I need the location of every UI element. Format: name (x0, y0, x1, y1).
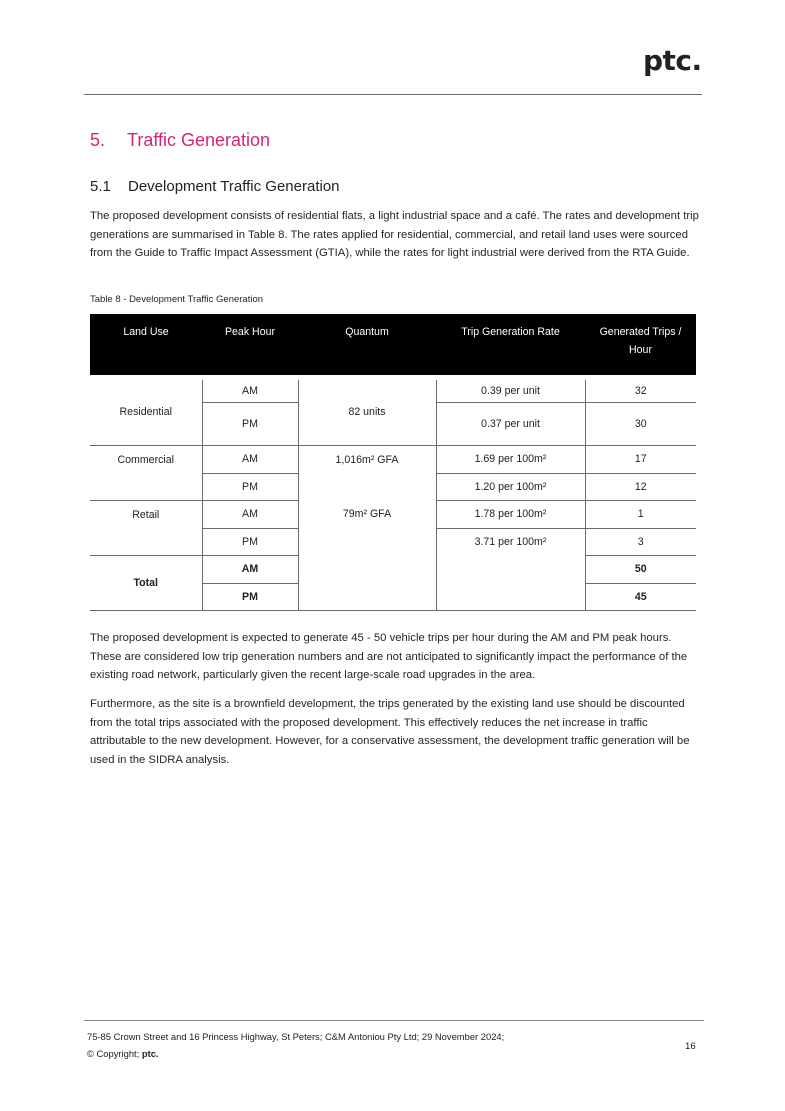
peak-hour-cell: AM (202, 380, 298, 402)
table-row (90, 555, 696, 583)
trips-cell: 30 (585, 402, 696, 445)
subsection-heading (90, 178, 340, 195)
table-row (90, 445, 696, 473)
footer-divider (84, 1020, 704, 1021)
quantum-cell: 82 units (298, 380, 436, 445)
quantum-cell: 1,016m² GFA (298, 445, 436, 500)
company-logo: ptc. (643, 44, 702, 77)
section-heading (90, 130, 270, 151)
intro-paragraph: The proposed development consists of residential flats, a light industrial space and a café. The rates and development trip generations are summarised in Table 8. The rates applied for residential, commercial, and retail land uses were sourced from the Guide to Traffic Impact Assessment (GTIA), while the rates for light industrial were derived from the RTA Guide. (90, 210, 699, 260)
land-use-cell: Residential (90, 380, 202, 445)
trips-cell: 45 (585, 583, 696, 610)
rate-cell (436, 555, 585, 610)
subsection-title: Development Traffic Generation (128, 178, 340, 195)
rate-cell: 1.20 per 100m² (436, 473, 585, 500)
land-use-cell: Total (90, 555, 202, 610)
rate-cell: 1.78 per 100m² (436, 500, 585, 528)
header-trip-rate: Trip Generation Rate (436, 314, 585, 375)
quantum-cell (298, 555, 436, 610)
quantum-cell: 79m² GFA (298, 500, 436, 555)
peak-hour-cell: PM (202, 528, 298, 555)
footer-address: 75-85 Crown Street and 16 Princess Highway, St Peters; C&M Antoniou Pty Ltd; 29 November 2024; (87, 1031, 505, 1042)
land-use-cell: Commercial (90, 445, 202, 500)
rate-cell: 0.37 per unit (436, 402, 585, 445)
summary-paragraph: The proposed development is expected to generate 45 - 50 vehicle trips per hour during the AM and PM peak hours. These are considered low trip generation numbers and are not anticipated to significantly impact the performance of the existing road network, particularly given the recent large-scale road upgrades in the area. (90, 632, 688, 682)
section-title: Traffic Generation (127, 130, 271, 150)
peak-hour-cell: AM (202, 500, 298, 528)
peak-hour-cell: AM (202, 445, 298, 473)
copyright-brand: ptc. (141, 1048, 159, 1059)
trips-cell: 50 (585, 555, 696, 583)
peak-hour-cell: AM (202, 555, 298, 583)
section-number: 5. (90, 130, 106, 150)
trips-cell: 3 (585, 528, 696, 555)
brownfield-paragraph: Furthermore, as the site is a brownfield development, the trips generated by the existing land use should be discounted from the total trips associated with the proposed development. This effectively reduces the net increase in traffic attributable to the new development. However, for a conservative assessment, the development traffic generation will be used in the SIDRA analysis. (90, 698, 690, 766)
peak-hour-cell: PM (202, 402, 298, 445)
trips-cell: 12 (585, 473, 696, 500)
rate-cell: 1.69 per 100m² (436, 445, 585, 473)
trips-cell: 32 (585, 380, 696, 402)
page-number: 16 (685, 1041, 696, 1052)
traffic-generation-table (90, 314, 696, 611)
copyright-text: © Copyright; (87, 1048, 142, 1059)
trips-cell: 17 (585, 445, 696, 473)
header-generated-trips: Generated Trips / Hour (585, 314, 696, 375)
table-caption: Table 8 - Development Traffic Generation (90, 294, 264, 305)
peak-hour-cell: PM (202, 473, 298, 500)
land-use-cell: Retail (90, 500, 202, 555)
table-row (90, 380, 696, 402)
footer-copyright (87, 1048, 159, 1059)
rate-cell: 3.71 per 100m² (436, 528, 585, 555)
header-land-use: Land Use (90, 314, 202, 375)
peak-hour-cell: PM (202, 583, 298, 610)
header-quantum: Quantum (298, 314, 436, 375)
rate-cell: 0.39 per unit (436, 380, 585, 402)
trips-cell: 1 (585, 500, 696, 528)
subsection-number: 5.1 (90, 178, 111, 195)
table-row (90, 500, 696, 528)
header-divider (84, 94, 702, 95)
header-peak-hour: Peak Hour (202, 314, 298, 375)
